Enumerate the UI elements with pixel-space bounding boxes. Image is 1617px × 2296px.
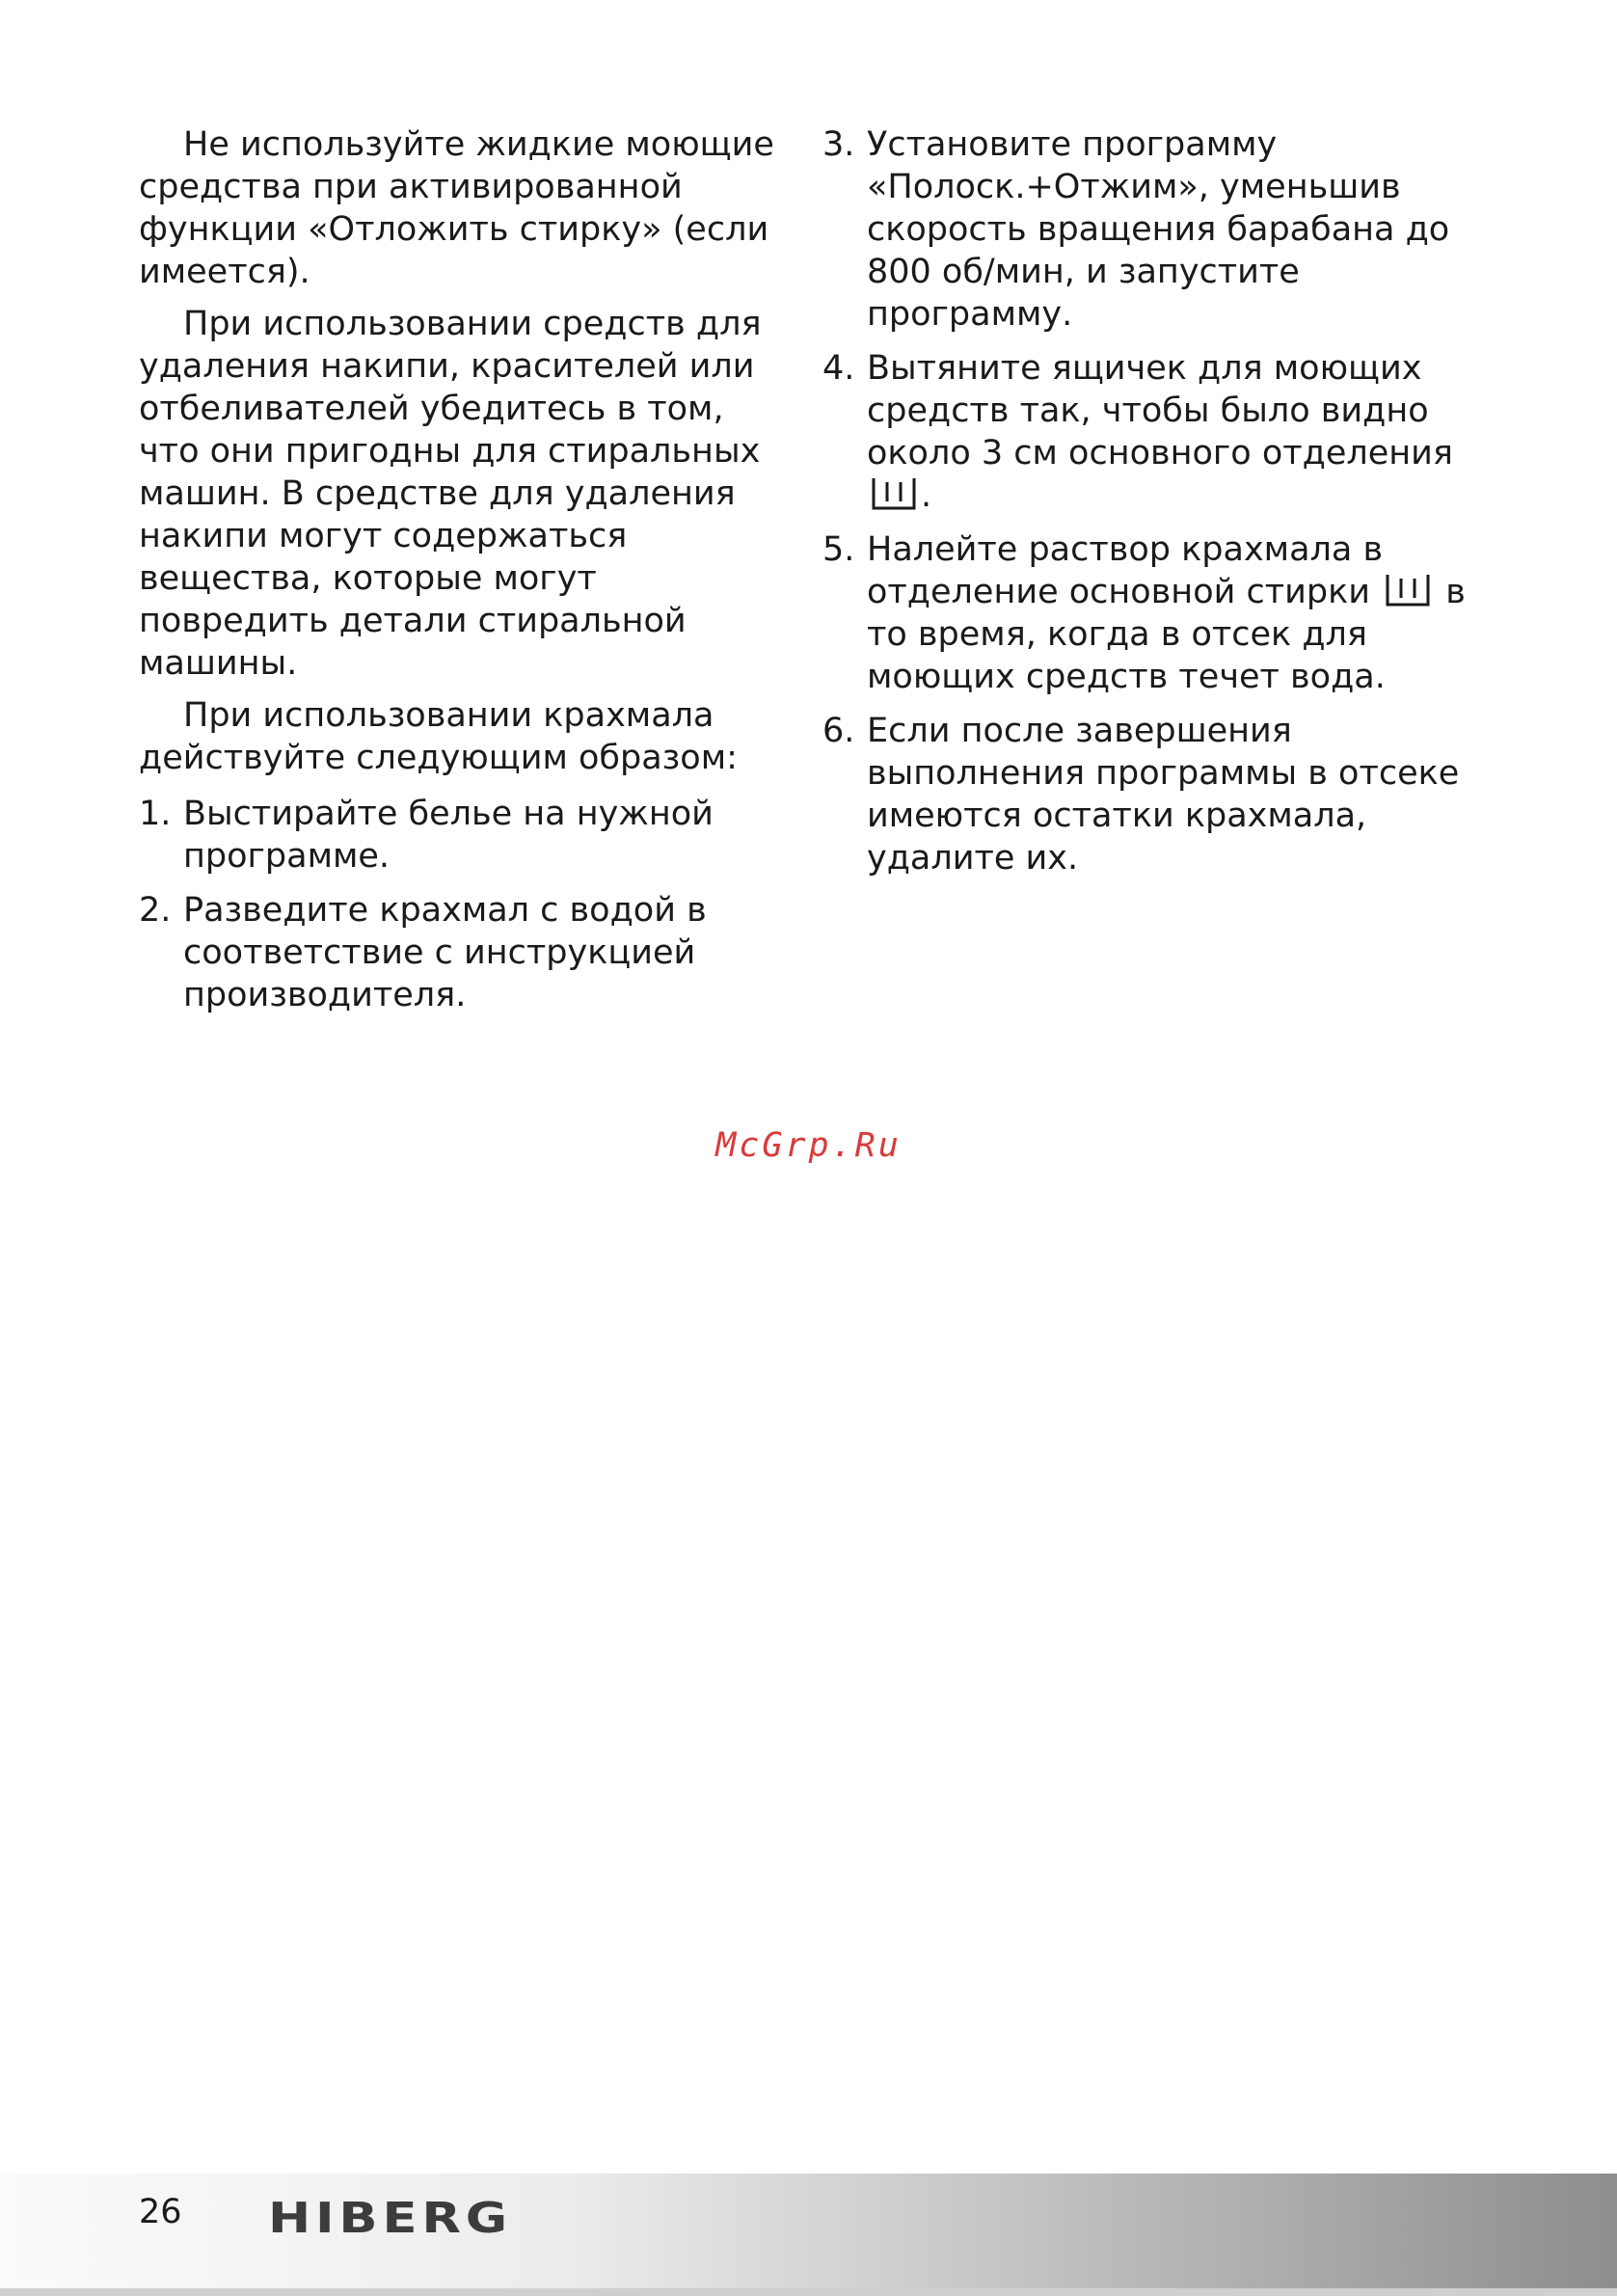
main-wash-compartment-icon	[871, 476, 917, 511]
step-number: 1.	[139, 795, 172, 833]
step-text: Если после завершения выполнения программы в отсеке имеются остатки крахмала, удалите их.	[867, 712, 1460, 878]
step-text-end: .	[921, 476, 932, 515]
list-item-step-3	[822, 123, 1478, 336]
paragraph-starch-intro: При использовании крахмала действуйте следующим образом:	[139, 696, 738, 777]
step-text: Разведите крахмал с водой в соответствие с инструкцией производителя.	[183, 891, 707, 1014]
footer-bottom-strip	[0, 2288, 1617, 2296]
paragraph-liquid-detergent: Не используйте жидкие моющие средства при активированной функции «Отложить стирку» (если имеется).	[139, 125, 774, 291]
watermark-link[interactable]: McGrp.Ru	[715, 1126, 902, 1165]
list-item-step-4	[822, 347, 1478, 517]
list-item-step-6	[822, 710, 1478, 879]
paragraph-descaling-agents: При использовании средств для удаления накипи, красителей или отбеливателей убедитесь в том, что они пригодны для стиральных машин. В средстве для удаления накипи могут содержаться вещества, которые могут повредить детали стиральной машины.	[139, 305, 762, 683]
list-item-step-1	[139, 793, 795, 878]
step-text: Установите программу «Полоск.+Отжим», уменьшив скорость вращения барабана до 800 об/мин, и запустите программу.	[867, 125, 1450, 334]
left-column	[139, 123, 795, 1028]
step-text-continued: в то время, когда в отсек для моющих средств течет вода.	[867, 573, 1466, 696]
page-number: 26	[139, 2193, 182, 2231]
step-number: 6.	[822, 712, 855, 750]
step-text: Выстирайте белье на нужной программе.	[183, 795, 714, 876]
main-wash-compartment-icon	[1385, 573, 1431, 608]
page-footer	[0, 2174, 1617, 2296]
step-number: 3.	[822, 125, 855, 164]
step-number: 2.	[139, 891, 172, 930]
brand-logo	[268, 2194, 553, 2243]
starch-steps-list-right	[822, 123, 1478, 879]
starch-steps-list-left	[139, 793, 795, 1016]
step-number: 4.	[822, 349, 855, 388]
step-text: Налейте раствор крахмала в отделение основной стирки	[867, 530, 1384, 611]
list-item-step-2	[139, 889, 795, 1016]
step-number: 5.	[822, 530, 855, 569]
right-column	[822, 123, 1478, 891]
list-item-step-5	[822, 528, 1478, 698]
brand-logo-text: HIBERG	[268, 2194, 512, 2243]
step-text: Вытяните ящичек для моющих средств так, чтобы было видно около 3 см основного отделения	[867, 349, 1453, 473]
